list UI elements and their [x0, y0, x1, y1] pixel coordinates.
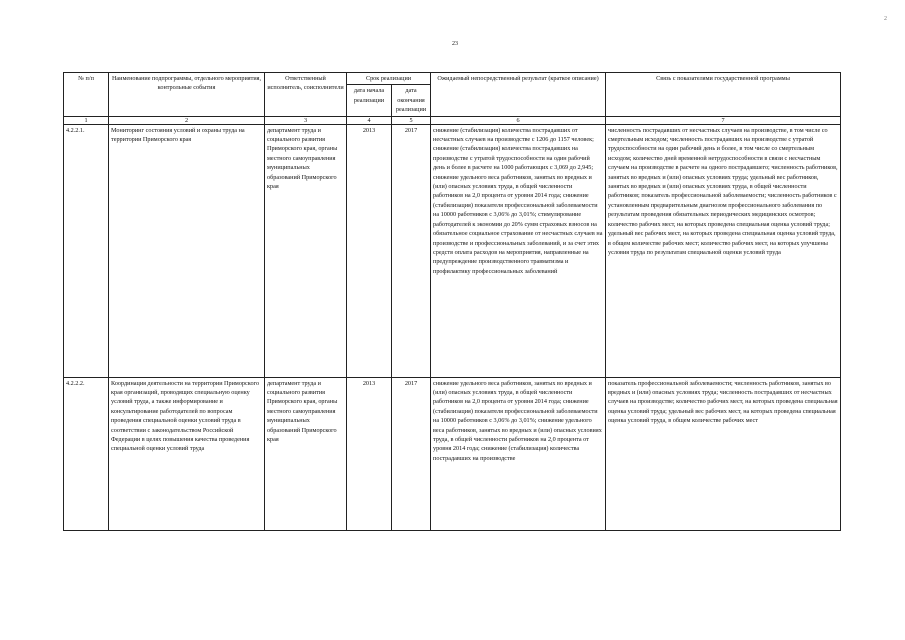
column-number: 3 [265, 116, 347, 124]
header-executor: Ответственный исполнитель, соисполнители [265, 73, 347, 117]
header-result: Ожидаемый непосредственный результат (краткое описание) [431, 73, 606, 117]
row-result: снижение (стабилизация) количества пострадавших от несчастных случаев на производстве с 1206 до 1157 человек; снижение (стабилизация) количества пострадавших на производстве с утратой трудоспособности на один рабочий день и более в расчете на 1000 работающих с 3,069 до 2,945; снижение удельного веса работников, занятых во вредных и (или) опасных условиях труда, в общей численности работников на 2,0 процента от уровня 2014 года; снижение (стабилизация) показателя профессиональной заболеваемости на 10000 работников с 3,06% до 3,01%; стимулирование работодателей к экономии до 20% сумм страховых взносов на обязательное социальное страхование от несчастных случаев на производстве и профессиональных заболеваний, и за счет этих средств оплата расходов на мероприятия, направленные на предупреждение производственного травматизма и профилактику профессиональных заболеваний [431, 124, 606, 377]
column-number: 1 [64, 116, 109, 124]
column-number-row [64, 116, 841, 124]
row-start-year: 2013 [347, 124, 392, 377]
column-number: 5 [392, 116, 431, 124]
program-measures-table [63, 72, 841, 531]
column-number: 4 [347, 116, 392, 124]
table-row [64, 124, 841, 377]
row-result: снижение удельного веса работников, занятых во вредных и (или) опасных условиях труда, в общей численности работников на 2,0 процента от уровня 2014 года; снижение (стабилизация) показателя профессиональной заболеваемости на 10000 работников с 3,06% до 3,01%; снижение удельного веса работников, занятых во вредных и (или) опасных условиях труда, в общей численности работников на 2,0 процента от уровня 2014 года; снижение (стабилизация) количества пострадавших на производстве [431, 377, 606, 530]
row-number: 4.2.2.1. [64, 124, 109, 377]
header-start-date: дата начала реализации [347, 85, 392, 116]
corner-mark: 2 [884, 16, 887, 22]
row-executor: департамент труда и социального развития Приморского края, органы местного самоуправления муниципальных образований Приморского края [265, 124, 347, 377]
column-number: 2 [109, 116, 265, 124]
header-period: Срок реализации [347, 73, 431, 85]
header-name: Наименование подпрограммы, отдельного мероприятия, контрольные события [109, 73, 265, 117]
row-end-year: 2017 [392, 377, 431, 530]
row-number: 4.2.2.2. [64, 377, 109, 530]
row-executor: департамент труда и социального развития Приморского края, органы местного самоуправления муниципальных образований Приморского края [265, 377, 347, 530]
header-number: № п/п [64, 73, 109, 117]
row-name: Мониторинг состояния условий и охраны труда на территории Приморского края [109, 124, 265, 377]
row-link: численность пострадавших от несчастных случаев на производстве, в том числе со смертельным исходом; численность пострадавших на производстве с утратой трудоспособности на один рабочий день и более, в том числе со смертельным исходом; количество дней временной нетрудоспособности в связи с несчастным случаем на производстве в расчете на одного пострадавшего; численность работников, занятых во вредных и (или) опасных условиях труда; удельный вес работников, занятых во вредных и (или) опасных условиях труда, в общей численности работников; показатель профессиональной заболеваемости; численность работников с установленным предварительным диагнозом профессионального заболевания по результатам проведения обязательных периодических медицинских осмотров; количество рабочих мест, на которых проведена специальная оценка условий труда; удельный вес рабочих мест, на которых проведена специальная оценка условий труда, в общем количестве рабочих мест; количество рабочих мест, на которых улучшены условия труда по результатам специальной оценки условий труда [606, 124, 841, 377]
table-row [64, 377, 841, 530]
row-start-year: 2013 [347, 377, 392, 530]
header-link: Связь с показателями государственной программы [606, 73, 841, 117]
column-number: 6 [431, 116, 606, 124]
header-end-date: дата окончания реализации [392, 85, 431, 116]
column-number: 7 [606, 116, 841, 124]
row-name: Координация деятельности на территории Приморского края организаций, проводящих специальную оценку условий труда, а также информирование и консультирование работодателей по вопросам проведения специальной оценки условий труда в соответствии с законодательством Российской Федерации в целях повышения качества проведения специальной оценки условий труда [109, 377, 265, 530]
row-end-year: 2017 [392, 124, 431, 377]
row-link: показатель профессиональной заболеваемости; численность работников, занятых во вредных и (или) опасных условиях труда; численность пострадавших от несчастных случаев на производстве; количество рабочих мест, на которых проведена специальная оценка условий труда; удельный вес рабочих мест, на которых проведена специальная оценка условий труда, в общем количестве рабочих мест [606, 377, 841, 530]
page-number: 23 [452, 41, 458, 47]
